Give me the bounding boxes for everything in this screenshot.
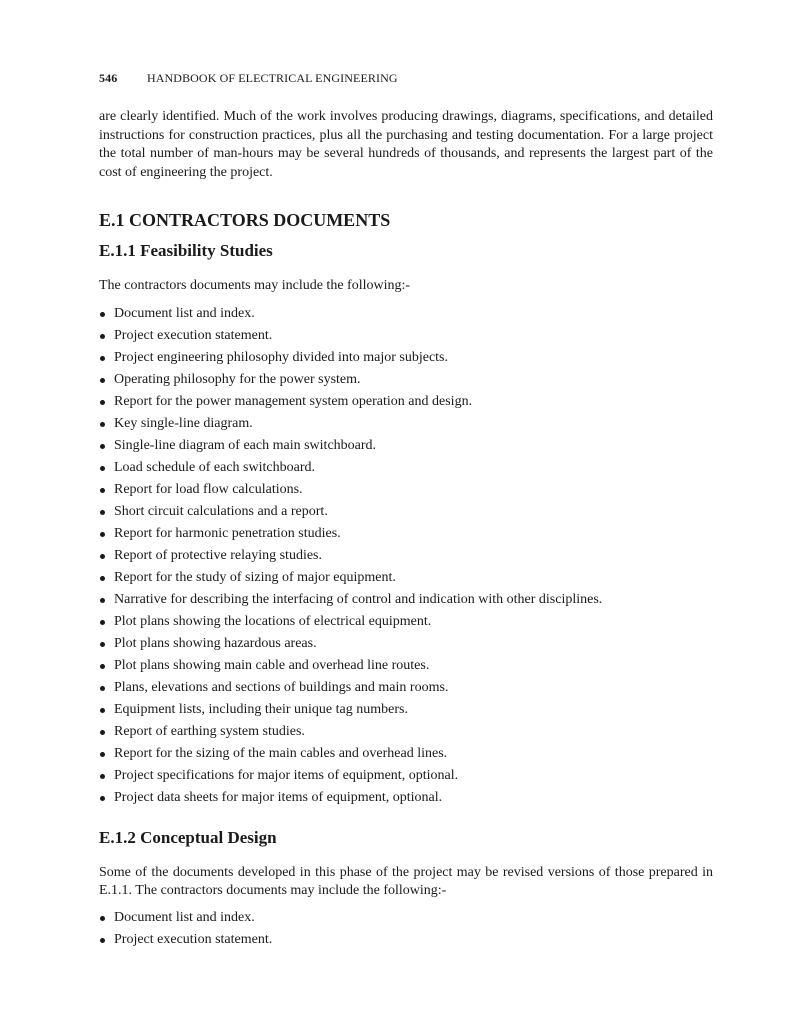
conceptual-document-list <box>99 909 713 949</box>
subsection-heading-conceptual: E.1.2 Conceptual Design <box>99 827 277 847</box>
list-item: Report for the sizing of the main cables and overhead lines. <box>99 745 713 763</box>
list-item: Equipment lists, including their unique tag numbers. <box>99 701 713 719</box>
feasibility-document-list <box>99 305 713 807</box>
section-heading: E.1 CONTRACTORS DOCUMENTS <box>99 210 391 230</box>
feasibility-lead-text: The contractors documents may include the following:- <box>99 278 411 293</box>
list-item: Report for the power management system operation and design. <box>99 393 713 411</box>
list-item: Project specifications for major items of equipment, optional. <box>99 767 713 785</box>
list-item: Document list and index. <box>99 305 713 323</box>
list-item: Report for the study of sizing of major equipment. <box>99 569 713 587</box>
list-item: Plot plans showing the locations of electrical equipment. <box>99 613 713 631</box>
list-item: Plot plans showing hazardous areas. <box>99 635 713 653</box>
list-item: Key single-line diagram. <box>99 415 713 433</box>
list-item: Report for load flow calculations. <box>99 481 713 499</box>
conceptual-lead-text: Some of the documents developed in this phase of the project may be revised versions of those prepared in E.1.1. The contractors documents may include the following:- <box>99 864 713 898</box>
list-item: Project engineering philosophy divided into major subjects. <box>99 349 713 367</box>
list-item: Document list and index. <box>99 909 713 927</box>
list-item: Report of protective relaying studies. <box>99 547 713 565</box>
list-item: Report of earthing system studies. <box>99 723 713 741</box>
list-item: Short circuit calculations and a report. <box>99 503 713 521</box>
list-item: Report for harmonic penetration studies. <box>99 525 713 543</box>
list-item: Plans, elevations and sections of buildings and main rooms. <box>99 679 713 697</box>
list-item: Single-line diagram of each main switchboard. <box>99 437 713 455</box>
list-item: Operating philosophy for the power system. <box>99 371 713 389</box>
running-title: HANDBOOK OF ELECTRICAL ENGINEERING <box>147 71 398 85</box>
list-item: Project execution statement. <box>99 327 713 345</box>
list-item: Plot plans showing main cable and overhead line routes. <box>99 657 713 675</box>
subsection-heading-feasibility: E.1.1 Feasibility Studies <box>99 241 273 260</box>
list-item: Load schedule of each switchboard. <box>99 459 713 477</box>
intro-paragraph: are clearly identified. Much of the work involves producing drawings, diagrams, specifications, and detailed instructions for construction practices, plus all the purchasing and testing documentation. For a large project the total number of man-hours may be several hundreds of thousands, and represents the largest part of the cost of engineering the project. <box>99 109 713 180</box>
list-item: Project data sheets for major items of equipment, optional. <box>99 789 713 807</box>
list-item: Project execution statement. <box>99 931 713 949</box>
book-page <box>99 70 713 953</box>
list-item: Narrative for describing the interfacing of control and indication with other disciplines. <box>99 591 713 609</box>
running-header <box>99 70 713 86</box>
page-number: 546 <box>99 71 118 85</box>
